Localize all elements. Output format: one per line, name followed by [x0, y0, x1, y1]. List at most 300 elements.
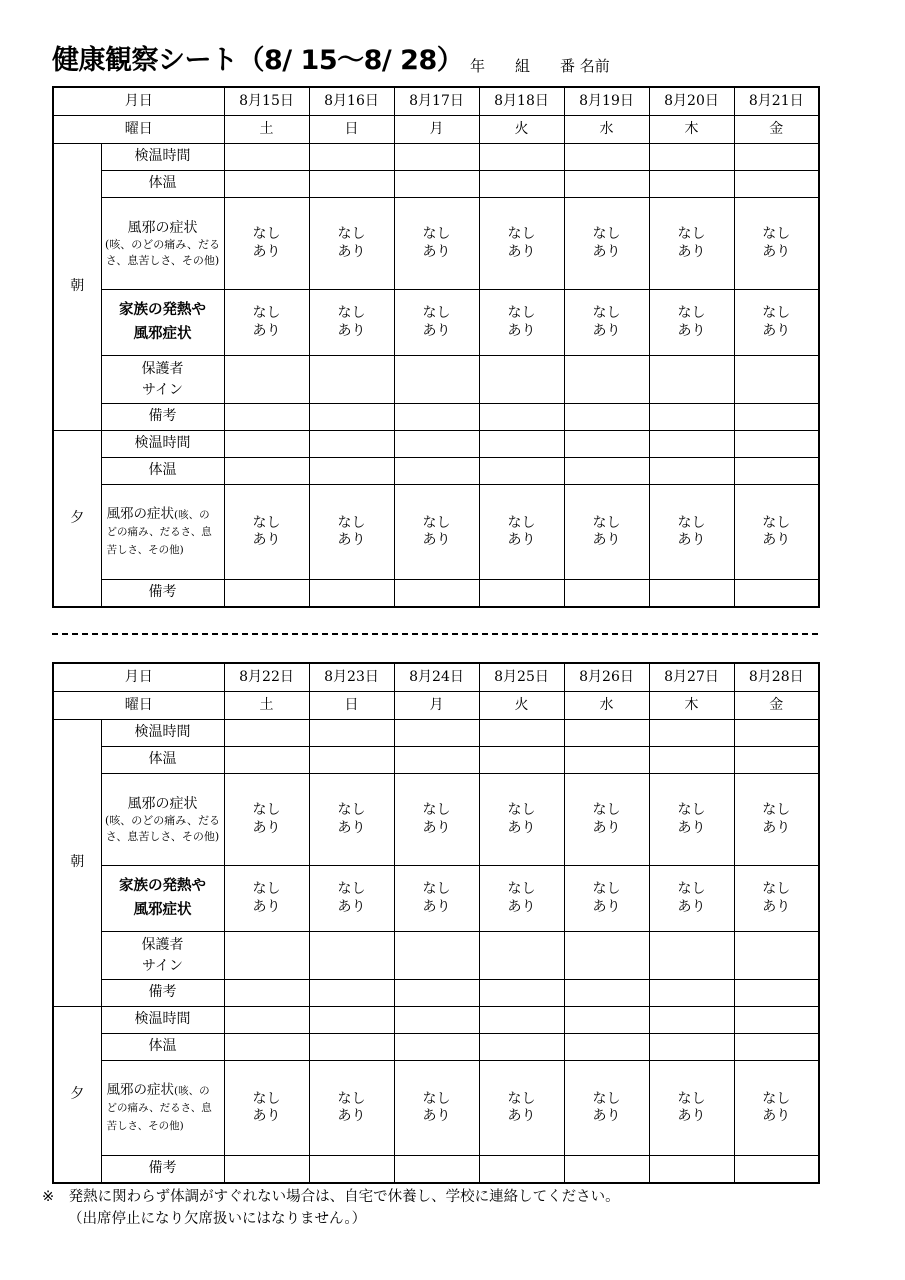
option-no[interactable]: なし	[507, 305, 536, 321]
cell-entry[interactable]	[309, 458, 394, 485]
cell-entry[interactable]	[224, 458, 309, 485]
cell-entry[interactable]	[309, 932, 394, 980]
option-yes[interactable]: あり	[337, 1108, 366, 1124]
option-no[interactable]: なし	[592, 514, 621, 531]
cell-entry[interactable]	[479, 144, 564, 171]
table-row-evening-remarks	[53, 580, 819, 607]
table-row-evening-remarks	[53, 1156, 819, 1183]
option-yes[interactable]: あり	[677, 322, 706, 339]
cell-choice[interactable]	[224, 198, 309, 290]
cell-entry[interactable]	[564, 747, 649, 774]
option-no[interactable]: なし	[422, 305, 451, 321]
cell-entry[interactable]	[734, 1156, 819, 1183]
option-yes[interactable]: あり	[337, 819, 366, 836]
cell-entry[interactable]	[564, 404, 649, 431]
option-no[interactable]: なし	[507, 514, 536, 531]
cell-choice[interactable]	[564, 1061, 649, 1156]
option-no[interactable]: なし	[422, 514, 451, 531]
option-no[interactable]: なし	[422, 881, 451, 897]
cell-choice[interactable]	[734, 866, 819, 932]
cell-entry[interactable]	[649, 1156, 734, 1183]
option-no[interactable]: なし	[252, 514, 281, 531]
footer-note-line1: ※ 発熱に関わらず体調がすぐれない場合は、自宅で休養し、学校に連絡してください。	[42, 1189, 620, 1205]
cell-entry[interactable]	[734, 1034, 819, 1061]
cell-entry[interactable]	[479, 404, 564, 431]
option-yes[interactable]: あり	[762, 243, 791, 260]
cell-entry[interactable]	[224, 404, 309, 431]
cell-choice[interactable]	[649, 290, 734, 356]
option-yes[interactable]: あり	[762, 532, 791, 548]
cell-entry[interactable]	[649, 431, 734, 458]
table-row-morning-temperature	[53, 747, 819, 774]
option-yes[interactable]: あり	[677, 532, 706, 548]
row-label-symptom	[101, 774, 224, 866]
cell-choice[interactable]	[309, 290, 394, 356]
option-yes[interactable]: あり	[762, 1108, 791, 1124]
option-yes[interactable]: あり	[677, 898, 706, 915]
cell-entry[interactable]	[394, 356, 479, 404]
header-date-2: 8月17日	[394, 87, 479, 116]
cell-entry[interactable]	[479, 720, 564, 747]
option-yes[interactable]: あり	[592, 898, 621, 915]
table-row-evening-symptom	[53, 485, 819, 580]
cell-choice[interactable]	[309, 198, 394, 290]
cell-entry[interactable]	[224, 1034, 309, 1061]
option-no[interactable]: なし	[337, 514, 366, 531]
cell-entry[interactable]	[734, 747, 819, 774]
cell-entry[interactable]	[734, 431, 819, 458]
cell-choice[interactable]	[394, 866, 479, 932]
table-row-dates	[53, 663, 819, 692]
option-yes[interactable]: あり	[592, 243, 621, 260]
cell-entry[interactable]	[309, 1034, 394, 1061]
cell-entry[interactable]	[479, 580, 564, 607]
option-no[interactable]: なし	[677, 802, 706, 818]
cell-choice[interactable]	[479, 774, 564, 866]
cell-entry[interactable]	[479, 171, 564, 198]
cell-entry[interactable]	[479, 1034, 564, 1061]
cell-entry[interactable]	[479, 932, 564, 980]
table-row-evening-temp-time	[53, 431, 819, 458]
period-label-evening: 夕	[53, 1007, 101, 1183]
period-label-evening: 夕	[53, 431, 101, 607]
cell-entry[interactable]	[649, 932, 734, 980]
table-row-evening-symptom	[53, 1061, 819, 1156]
option-no[interactable]: なし	[252, 1090, 281, 1107]
cell-choice[interactable]	[734, 1061, 819, 1156]
symptom-main-text: 風邪の症状	[106, 1081, 174, 1098]
option-no[interactable]: なし	[422, 1090, 451, 1107]
cell-entry[interactable]	[564, 458, 649, 485]
option-yes[interactable]: あり	[252, 243, 281, 260]
cell-entry[interactable]	[309, 580, 394, 607]
table-row-morning-remarks	[53, 980, 819, 1007]
option-yes[interactable]: あり	[592, 819, 621, 836]
table-row-morning-temperature	[53, 171, 819, 198]
header-date-4: 8月19日	[564, 87, 649, 116]
row-label-family-symptom	[101, 866, 224, 932]
row-label-remarks: 備考	[101, 404, 224, 431]
option-yes[interactable]: あり	[422, 898, 451, 915]
option-yes[interactable]: あり	[252, 322, 281, 339]
cell-entry[interactable]	[394, 1034, 479, 1061]
cell-entry[interactable]	[224, 171, 309, 198]
cell-entry[interactable]	[224, 431, 309, 458]
option-yes[interactable]: あり	[762, 898, 791, 915]
cell-entry[interactable]	[309, 356, 394, 404]
option-yes[interactable]: あり	[252, 1108, 281, 1124]
cell-entry[interactable]	[564, 980, 649, 1007]
cell-entry[interactable]	[309, 431, 394, 458]
cell-entry[interactable]	[394, 747, 479, 774]
option-no[interactable]: なし	[252, 881, 281, 897]
cell-entry[interactable]	[479, 1007, 564, 1034]
cell-choice[interactable]	[224, 774, 309, 866]
cell-entry[interactable]	[649, 980, 734, 1007]
cell-entry[interactable]	[479, 980, 564, 1007]
cell-entry[interactable]	[649, 1034, 734, 1061]
cell-choice[interactable]	[649, 774, 734, 866]
header-dow-label: 曜日	[53, 116, 224, 144]
cell-entry[interactable]	[479, 458, 564, 485]
option-no[interactable]: なし	[677, 226, 706, 242]
option-yes[interactable]: あり	[677, 819, 706, 836]
symptom-main-text: 風邪の症状	[127, 220, 198, 237]
option-yes[interactable]: あり	[507, 1108, 536, 1124]
option-yes[interactable]: あり	[507, 243, 536, 260]
cell-entry[interactable]	[479, 1156, 564, 1183]
cell-entry[interactable]	[224, 980, 309, 1007]
cell-entry[interactable]	[394, 1156, 479, 1183]
table-row-weekdays	[53, 116, 819, 144]
row-label-remarks: 備考	[101, 980, 224, 1007]
cell-entry[interactable]	[309, 747, 394, 774]
header-dow-4: 水	[564, 692, 649, 720]
option-yes[interactable]: あり	[677, 1108, 706, 1124]
cell-entry[interactable]	[564, 932, 649, 980]
option-yes[interactable]: あり	[252, 898, 281, 915]
option-no[interactable]: なし	[762, 226, 791, 242]
row-label-temp-time: 検温時間	[101, 144, 224, 171]
cell-entry[interactable]	[394, 932, 479, 980]
cell-entry[interactable]	[309, 144, 394, 171]
option-yes[interactable]: あり	[592, 322, 621, 339]
header-date-3: 8月18日	[479, 87, 564, 116]
cell-entry[interactable]	[649, 747, 734, 774]
symptom-main-text: 風邪の症状	[106, 505, 174, 522]
cell-entry[interactable]	[394, 980, 479, 1007]
option-no[interactable]: なし	[252, 226, 281, 242]
header-date-5: 8月20日	[649, 87, 734, 116]
cell-choice[interactable]	[479, 485, 564, 580]
cell-choice[interactable]	[309, 774, 394, 866]
option-yes[interactable]: あり	[762, 322, 791, 339]
option-no[interactable]: なし	[507, 881, 536, 897]
cell-choice[interactable]	[394, 1061, 479, 1156]
row-label-temperature: 体温	[101, 747, 224, 774]
dashed-cut-line	[52, 633, 818, 635]
observation-table-week2	[52, 662, 820, 1184]
row-label-remarks: 備考	[101, 1156, 224, 1183]
cell-choice[interactable]	[564, 485, 649, 580]
period-label-morning: 朝	[53, 144, 101, 431]
cell-entry[interactable]	[224, 580, 309, 607]
option-no[interactable]: なし	[422, 226, 451, 242]
table-row-morning-guardian-sign	[53, 356, 819, 404]
header-date-0: 8月15日	[224, 87, 309, 116]
option-no[interactable]: なし	[337, 226, 366, 242]
cell-choice[interactable]	[309, 1061, 394, 1156]
cell-entry[interactable]	[394, 1007, 479, 1034]
guardian-sign-line1: 保護者	[141, 937, 184, 954]
option-no[interactable]: なし	[677, 881, 706, 897]
table-row-morning-family-symptom	[53, 866, 819, 932]
row-label-family-symptom	[101, 290, 224, 356]
header-date-0: 8月22日	[224, 663, 309, 692]
option-yes[interactable]: あり	[507, 532, 536, 548]
cell-entry[interactable]	[649, 144, 734, 171]
cell-entry[interactable]	[309, 720, 394, 747]
cell-entry[interactable]	[564, 1034, 649, 1061]
symptom-sub-text: (咳、のどの痛み、だるさ、息苦しさ、その他)	[106, 508, 212, 556]
footer-note-line2: （出席停止になり欠席扱いにはなりません。）	[68, 1211, 367, 1228]
cell-entry[interactable]	[734, 1007, 819, 1034]
header-dow-6: 金	[734, 116, 819, 144]
row-label-temperature: 体温	[101, 1034, 224, 1061]
cell-choice[interactable]	[224, 485, 309, 580]
option-no[interactable]: なし	[507, 1090, 536, 1107]
option-no[interactable]: なし	[592, 305, 621, 321]
option-no[interactable]: なし	[677, 305, 706, 321]
cell-entry[interactable]	[734, 980, 819, 1007]
cell-entry[interactable]	[479, 431, 564, 458]
option-yes[interactable]: あり	[592, 532, 621, 548]
cell-entry[interactable]	[564, 356, 649, 404]
cell-entry[interactable]	[224, 144, 309, 171]
cell-entry[interactable]	[224, 1156, 309, 1183]
cell-entry[interactable]	[649, 580, 734, 607]
cell-entry[interactable]	[564, 1007, 649, 1034]
option-yes[interactable]: あり	[337, 322, 366, 339]
cell-entry[interactable]	[224, 720, 309, 747]
cell-choice[interactable]	[649, 1061, 734, 1156]
family-symptom-line1: 家族の発熱や	[119, 302, 206, 319]
cell-entry[interactable]	[224, 932, 309, 980]
cell-entry[interactable]	[734, 171, 819, 198]
header-dow-5: 木	[649, 116, 734, 144]
cell-entry[interactable]	[394, 720, 479, 747]
guardian-sign-line2: サイン	[141, 957, 184, 974]
option-yes[interactable]: あり	[507, 898, 536, 915]
cell-choice[interactable]	[479, 290, 564, 356]
option-no[interactable]: なし	[762, 1090, 791, 1107]
row-label-guardian-sign	[101, 932, 224, 980]
cell-entry[interactable]	[649, 458, 734, 485]
row-label-symptom	[101, 485, 224, 580]
cell-entry[interactable]	[394, 171, 479, 198]
cell-entry[interactable]	[309, 1007, 394, 1034]
option-no[interactable]: なし	[592, 1090, 621, 1107]
header-date-3: 8月25日	[479, 663, 564, 692]
option-no[interactable]: なし	[677, 1090, 706, 1107]
cell-choice[interactable]	[734, 485, 819, 580]
cell-entry[interactable]	[479, 747, 564, 774]
option-no[interactable]: なし	[507, 226, 536, 242]
cell-choice[interactable]	[479, 1061, 564, 1156]
cell-entry[interactable]	[564, 580, 649, 607]
header-date-label: 月日	[53, 87, 224, 116]
cell-entry[interactable]	[224, 356, 309, 404]
header-dow-label: 曜日	[53, 692, 224, 720]
option-yes[interactable]: あり	[422, 819, 451, 836]
table-row-morning-guardian-sign	[53, 932, 819, 980]
option-yes[interactable]: あり	[337, 898, 366, 915]
student-identity-fields: 年 組 番 名前	[470, 57, 610, 75]
option-yes[interactable]: あり	[252, 819, 281, 836]
cell-choice[interactable]	[394, 485, 479, 580]
option-no[interactable]: なし	[337, 881, 366, 897]
symptom-sub-text: (咳、のどの痛み、だるさ、息苦しさ、その他)	[105, 814, 220, 843]
row-label-temp-time: 検温時間	[101, 1007, 224, 1034]
cell-entry[interactable]	[734, 458, 819, 485]
guardian-sign-line2: サイン	[141, 381, 184, 398]
cell-choice[interactable]	[564, 774, 649, 866]
cell-entry[interactable]	[564, 144, 649, 171]
header-dow-2: 月	[394, 692, 479, 720]
header-dow-5: 木	[649, 692, 734, 720]
document-header	[52, 38, 818, 84]
cell-choice[interactable]	[224, 290, 309, 356]
header-dow-3: 火	[479, 692, 564, 720]
cell-choice[interactable]	[479, 198, 564, 290]
row-label-temperature: 体温	[101, 171, 224, 198]
option-no[interactable]: なし	[337, 305, 366, 321]
cell-entry[interactable]	[734, 404, 819, 431]
cell-entry[interactable]	[564, 431, 649, 458]
option-no[interactable]: なし	[592, 226, 621, 242]
family-symptom-line2: 風邪症状	[133, 325, 192, 342]
cell-entry[interactable]	[309, 1156, 394, 1183]
cell-choice[interactable]	[649, 198, 734, 290]
cell-entry[interactable]	[394, 580, 479, 607]
option-no[interactable]: なし	[337, 1090, 366, 1107]
option-no[interactable]: なし	[762, 881, 791, 897]
option-yes[interactable]: あり	[762, 819, 791, 836]
cell-entry[interactable]	[649, 1007, 734, 1034]
cell-entry[interactable]	[309, 171, 394, 198]
option-yes[interactable]: あり	[507, 819, 536, 836]
option-yes[interactable]: あり	[422, 243, 451, 260]
header-dow-6: 金	[734, 692, 819, 720]
option-no[interactable]: なし	[762, 802, 791, 818]
cell-entry[interactable]	[394, 431, 479, 458]
cell-entry[interactable]	[734, 580, 819, 607]
header-dow-4: 水	[564, 116, 649, 144]
cell-entry[interactable]	[649, 404, 734, 431]
option-no[interactable]: なし	[337, 802, 366, 818]
cell-choice[interactable]	[224, 1061, 309, 1156]
option-no[interactable]: なし	[762, 305, 791, 321]
cell-entry[interactable]	[734, 144, 819, 171]
cell-entry[interactable]	[734, 356, 819, 404]
option-no[interactable]: なし	[762, 514, 791, 531]
cell-entry[interactable]	[394, 458, 479, 485]
page-title: 健康観察シート（8/ 15〜8/ 28）	[52, 45, 464, 76]
cell-choice[interactable]	[564, 866, 649, 932]
option-yes[interactable]: あり	[252, 532, 281, 548]
option-yes[interactable]: あり	[422, 532, 451, 548]
table-row-morning-family-symptom	[53, 290, 819, 356]
cell-choice[interactable]	[649, 485, 734, 580]
cell-choice[interactable]	[394, 774, 479, 866]
option-yes[interactable]: あり	[592, 1108, 621, 1124]
table-row-morning-temp-time	[53, 144, 819, 171]
cell-entry[interactable]	[734, 720, 819, 747]
cell-entry[interactable]	[564, 171, 649, 198]
option-no[interactable]: なし	[592, 802, 621, 818]
cell-entry[interactable]	[309, 980, 394, 1007]
option-yes[interactable]: あり	[422, 1108, 451, 1124]
cell-choice[interactable]	[564, 198, 649, 290]
header-dow-3: 火	[479, 116, 564, 144]
option-no[interactable]: なし	[677, 514, 706, 531]
cell-choice[interactable]	[309, 485, 394, 580]
cell-entry[interactable]	[224, 1007, 309, 1034]
cell-choice[interactable]	[734, 774, 819, 866]
cell-entry[interactable]	[564, 720, 649, 747]
option-no[interactable]: なし	[422, 802, 451, 818]
option-yes[interactable]: あり	[422, 322, 451, 339]
option-yes[interactable]: あり	[507, 322, 536, 339]
footer-note	[42, 1186, 842, 1231]
cell-choice[interactable]	[649, 866, 734, 932]
cell-choice[interactable]	[734, 198, 819, 290]
header-dow-1: 日	[309, 116, 394, 144]
cell-entry[interactable]	[649, 720, 734, 747]
cell-choice[interactable]	[479, 866, 564, 932]
cell-entry[interactable]	[224, 747, 309, 774]
cell-choice[interactable]	[734, 290, 819, 356]
option-yes[interactable]: あり	[677, 243, 706, 260]
option-no[interactable]: なし	[252, 305, 281, 321]
cell-entry[interactable]	[394, 404, 479, 431]
cell-entry[interactable]	[394, 144, 479, 171]
option-yes[interactable]: あり	[337, 243, 366, 260]
guardian-sign-line1: 保護者	[141, 361, 184, 378]
cell-entry[interactable]	[734, 932, 819, 980]
cell-choice[interactable]	[224, 866, 309, 932]
cell-choice[interactable]	[394, 290, 479, 356]
header-date-4: 8月26日	[564, 663, 649, 692]
option-yes[interactable]: あり	[337, 532, 366, 548]
cell-choice[interactable]	[309, 866, 394, 932]
cell-choice[interactable]	[564, 290, 649, 356]
cell-entry[interactable]	[564, 1156, 649, 1183]
table-row-evening-temperature	[53, 458, 819, 485]
cell-entry[interactable]	[649, 356, 734, 404]
cell-entry[interactable]	[479, 356, 564, 404]
header-dow-1: 日	[309, 692, 394, 720]
cell-entry[interactable]	[649, 171, 734, 198]
cell-choice[interactable]	[394, 198, 479, 290]
row-label-temperature: 体温	[101, 458, 224, 485]
option-no[interactable]: なし	[592, 881, 621, 897]
family-symptom-line2: 風邪症状	[133, 901, 192, 918]
option-no[interactable]: なし	[507, 802, 536, 818]
cell-entry[interactable]	[309, 404, 394, 431]
header-dow-0: 土	[224, 692, 309, 720]
option-no[interactable]: なし	[252, 802, 281, 818]
